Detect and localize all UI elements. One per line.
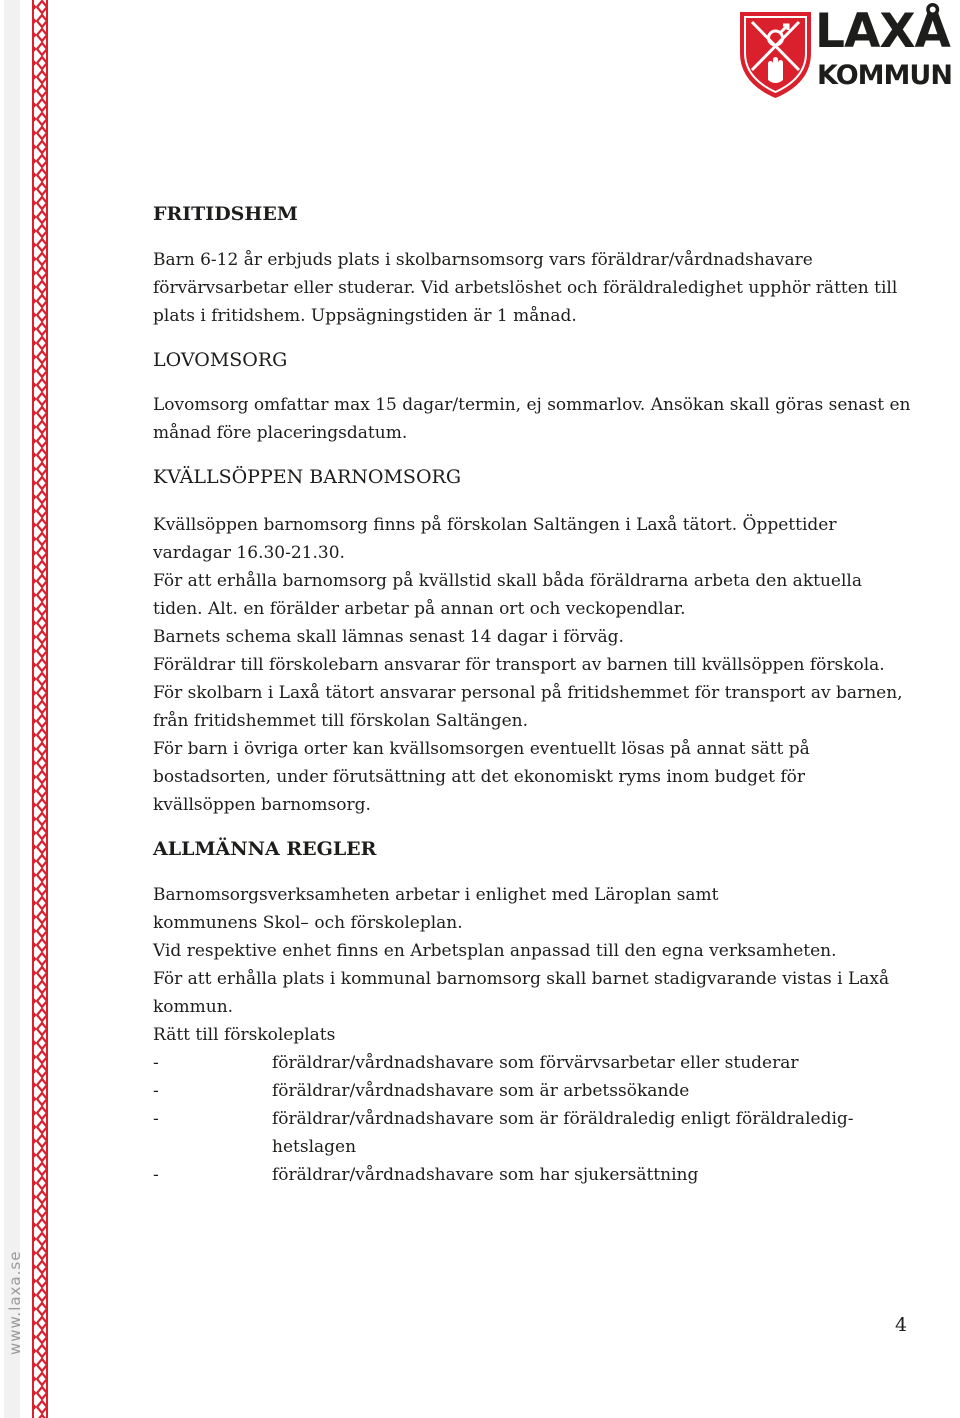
list-item — [153, 1105, 913, 1161]
list-item-text: föräldrar/vårdnadshavare som är arbetssökande — [272, 1081, 690, 1101]
paragraph: Lovomsorg omfattar max 15 dagar/termin, ej sommarlov. Ansökan skall göras senast en månad före placeringsdatum. — [153, 395, 911, 443]
paragraph: Barnets schema skall lämnas senast 14 dagar i förväg. — [153, 627, 624, 647]
section-allmanna-regler — [153, 835, 913, 1189]
list-item-text: föräldrar/vårdnadshavare som har sjukersättning — [272, 1165, 699, 1185]
section-lovomsorg — [153, 346, 913, 447]
border-pattern-icon — [0, 0, 55, 1418]
laxa-kommun-logo — [736, 0, 960, 100]
website-url: www.laxa.se — [6, 1250, 24, 1355]
section-fritidshem — [153, 200, 913, 330]
section-kvallsoppen — [153, 463, 913, 819]
decorative-border — [0, 0, 55, 1418]
logo-wordmark: LAXÅ — [815, 4, 950, 59]
list-dash: - — [153, 1109, 159, 1129]
paragraph: För att erhålla barnomsorg på kvällstid skall båda föräldrarna arbeta den aktuella tiden. Alt. en förälder arbetar på annan ort och veckopendlar. — [153, 571, 862, 619]
list-dash: - — [153, 1081, 159, 1101]
paragraph: För barn i övriga orter kan kvällsomsorgen eventuellt lösas på annat sätt på bostadsorten, under förutsättning att det ekonomiskt ryms inom budget för kvällsöppen barnomsorg. — [153, 739, 810, 815]
logo-subtitle: KOMMUN — [817, 60, 952, 91]
list-dash: - — [153, 1053, 159, 1073]
paragraph: Barnomsorgsverksamheten arbetar i enlighet med Läroplan samt kommunens Skol– och förskoleplan. — [153, 885, 719, 933]
eligibility-list — [153, 1049, 913, 1189]
section-heading: FRITIDSHEM — [153, 203, 298, 225]
list-item — [153, 1161, 913, 1189]
paragraph: Föräldrar till förskolebarn ansvarar för transport av barnen till kvällsöppen förskola. — [153, 655, 885, 675]
section-heading: LOVOMSORG — [153, 349, 288, 371]
paragraph: Vid respektive enhet finns en Arbetsplan anpassad till den egna verksamheten. — [153, 941, 837, 961]
list-item — [153, 1077, 913, 1105]
list-dash: - — [153, 1165, 159, 1185]
page-number: 4 — [895, 1314, 908, 1336]
list-item-text: föräldrar/vårdnadshavare som förvärvsarbetar eller studerar — [272, 1053, 799, 1073]
section-heading: ALLMÄNNA REGLER — [153, 838, 377, 860]
list-item — [153, 1049, 913, 1077]
shield-logo-icon — [738, 8, 813, 100]
paragraph: Kvällsöppen barnomsorg finns på förskolan Saltängen i Laxå tätort. Öppettider vardagar 16.30-21.30. — [153, 515, 837, 563]
paragraph: Barn 6-12 år erbjuds plats i skolbarnsomsorg vars föräldrar/vårdnadshavare förvärvsarbetar eller studerar. Vid arbetslöshet och föräldraledighet upphör rätten till plats i fritidshem. Uppsägningstiden är 1 månad. — [153, 250, 898, 326]
document-body — [153, 200, 913, 1189]
paragraph: För att erhålla plats i kommunal barnomsorg skall barnet stadigvarande vistas i Laxå kommun. — [153, 969, 890, 1017]
list-item-text: föräldrar/vårdnadshavare som är föräldraledig enligt föräldraledig- hetslagen — [272, 1109, 854, 1157]
paragraph: Rätt till förskoleplats — [153, 1025, 336, 1045]
paragraph: För skolbarn i Laxå tätort ansvarar personal på fritidshemmet för transport av barnen, från fritidshemmet till förskolan Saltängen. — [153, 683, 903, 731]
section-heading: KVÄLLSÖPPEN BARNOMSORG — [153, 466, 461, 488]
